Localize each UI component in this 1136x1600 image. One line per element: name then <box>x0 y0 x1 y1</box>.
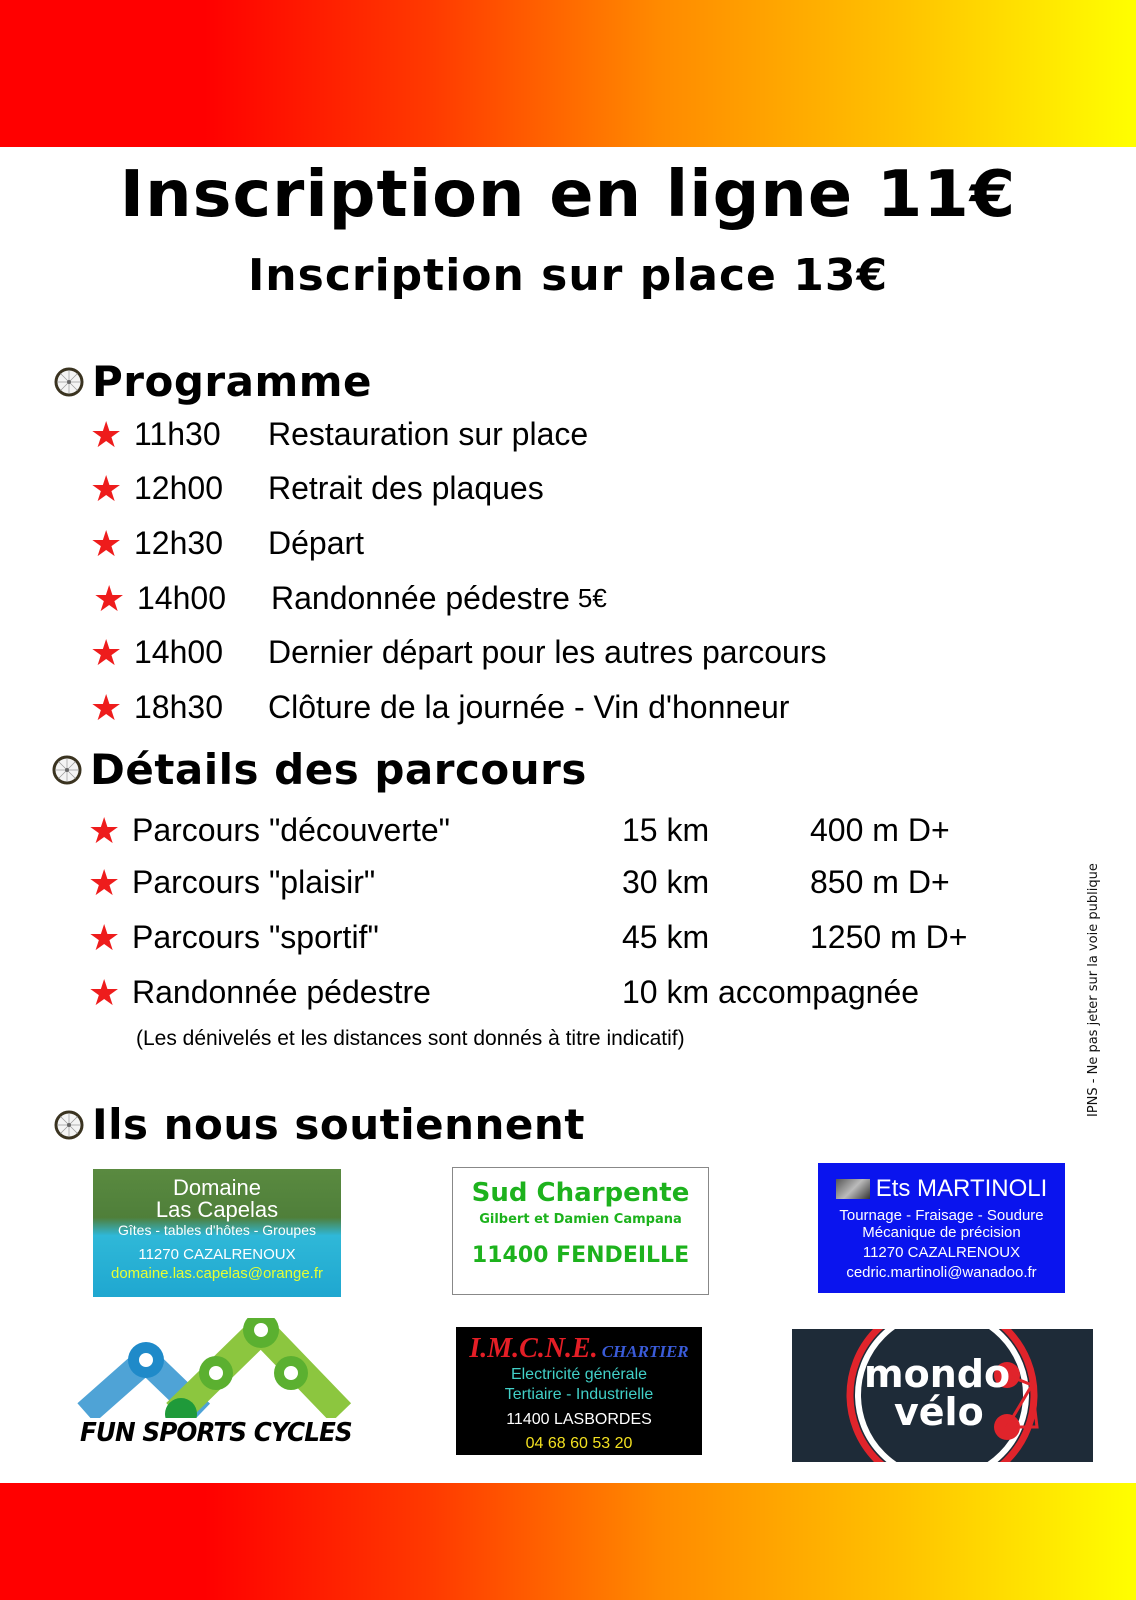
bike-wheel-icon <box>54 1110 84 1140</box>
programme-time: 12h00 <box>134 470 223 506</box>
programme-price: 5€ <box>577 583 607 613</box>
programme-item <box>90 631 827 673</box>
parcours-distance: 15 km <box>622 812 710 848</box>
side-disclaimer: IPNS - Ne pas jeter sur la voie publique <box>1086 863 1101 1117</box>
section-programme <box>54 357 372 406</box>
parcours-item <box>88 861 950 903</box>
sponsor-line: Mécanique de précision <box>862 1224 1021 1241</box>
parcours-name: Parcours "plaisir" <box>132 864 376 900</box>
section-heading: Programme <box>92 357 372 406</box>
title-online-price: Inscription en ligne 11€ <box>119 158 1017 232</box>
section-heading: Détails des parcours <box>90 745 587 794</box>
star-icon: ★ <box>90 631 123 673</box>
section-sponsors <box>54 1100 585 1149</box>
sponsor-line: Las Capelas <box>155 1197 279 1222</box>
section-parcours <box>52 745 587 794</box>
programme-item <box>90 522 365 564</box>
star-icon: ★ <box>88 916 121 958</box>
sponsor-sud-charpente <box>452 1167 709 1295</box>
sponsor-line: Gîtes - tables d'hôtes - Groupes <box>118 1222 316 1238</box>
star-icon: ★ <box>88 861 121 903</box>
parcours-item <box>88 971 920 1013</box>
sponsor-line: vélo <box>894 1390 984 1434</box>
sponsor-mondo-velo <box>792 1329 1093 1462</box>
top-gradient-band <box>0 0 1136 147</box>
sponsor-line: Tournage - Fraisage - Soudure <box>839 1207 1044 1224</box>
programme-time: 14h00 <box>137 580 226 616</box>
star-icon: ★ <box>90 522 123 564</box>
sponsor-line: Ets MARTINOLI <box>875 1175 1048 1202</box>
parcours-elevation: 850 m D+ <box>810 864 950 900</box>
programme-label: Randonnée pédestre <box>271 580 570 616</box>
parcours-item <box>88 916 968 958</box>
sponsor-domaine-las-capelas <box>93 1169 341 1297</box>
programme-label: Dernier départ pour les autres parcours <box>268 634 827 670</box>
sponsor-email: cedric.martinoli@wanadoo.fr <box>846 1264 1037 1281</box>
sponsor-phone: 04 68 60 53 20 <box>525 1435 633 1452</box>
sponsor-line: Domaine <box>172 1175 262 1200</box>
parcours-elevation: 1250 m D+ <box>810 919 968 955</box>
bike-wheel-icon <box>52 755 82 785</box>
sponsor-email: domaine.las.capelas@orange.fr <box>110 1265 323 1282</box>
programme-label: Restauration sur place <box>268 416 589 452</box>
star-icon: ★ <box>88 809 121 851</box>
sponsor-line: Sud Charpente <box>471 1178 690 1208</box>
section-heading: Ils nous soutiennent <box>92 1100 585 1149</box>
parcours-distance: 45 km <box>622 919 710 955</box>
programme-item <box>90 413 589 455</box>
programme-item <box>90 467 544 509</box>
chain-logo-icon <box>76 1318 356 1418</box>
sponsor-ets-martinoli <box>818 1163 1065 1293</box>
sponsor-name: FUN SPORTS CYCLES <box>80 1418 352 1448</box>
parcours-distance: 10 km accompagnée <box>622 974 920 1010</box>
programme-time: 12h30 <box>134 525 223 561</box>
programme-item <box>90 686 790 728</box>
parcours-item <box>88 809 950 851</box>
sponsor-line: I.M.C.N.E. <box>469 1333 598 1364</box>
sponsor-line: 11270 CAZALRENOUX <box>862 1244 1021 1261</box>
programme-time: 11h30 <box>134 416 221 452</box>
parcours-name: Parcours "sportif" <box>132 919 379 955</box>
programme-label: Retrait des plaques <box>268 470 544 506</box>
parcours-name: Parcours "découverte" <box>132 812 450 848</box>
sponsor-imcne-chartier <box>456 1327 702 1455</box>
sponsor-line: 11400 LASBORDES <box>506 1411 652 1428</box>
sponsor-line: CHARTIER <box>601 1342 689 1361</box>
parcours-distance: 30 km <box>622 864 710 900</box>
star-icon: ★ <box>93 577 126 619</box>
programme-time: 14h00 <box>134 634 223 670</box>
parcours-elevation: 400 m D+ <box>810 812 950 848</box>
programme-label: Clôture de la journée - Vin d'honneur <box>268 689 790 725</box>
sponsor-line: mondo <box>864 1352 1011 1396</box>
bike-wheel-icon <box>54 367 84 397</box>
star-icon: ★ <box>88 971 121 1013</box>
machine-photo-icon <box>836 1179 870 1199</box>
sponsor-line: Electricité générale <box>510 1366 648 1383</box>
sponsor-fun-sports-cycles <box>76 1318 356 1458</box>
programme-time: 18h30 <box>134 689 223 725</box>
programme-item <box>93 577 607 619</box>
star-icon: ★ <box>90 467 123 509</box>
parcours-note: (Les dénivelés et les distances sont donnés à titre indicatif) <box>136 1027 685 1050</box>
sponsor-line: Tertiaire - Industrielle <box>504 1386 654 1403</box>
programme-label: Départ <box>268 525 365 561</box>
sponsor-line: Gilbert et Damien Campana <box>479 1212 682 1227</box>
star-icon: ★ <box>90 413 123 455</box>
sponsor-line: 11400 FENDEILLE <box>471 1243 690 1268</box>
sponsor-line: 11270 CAZALRENOUX <box>138 1246 296 1263</box>
title-onsite-price: Inscription sur place 13€ <box>247 250 889 301</box>
star-icon: ★ <box>90 686 123 728</box>
parcours-name: Randonnée pédestre <box>132 974 431 1010</box>
bottom-gradient-band <box>0 1483 1136 1600</box>
